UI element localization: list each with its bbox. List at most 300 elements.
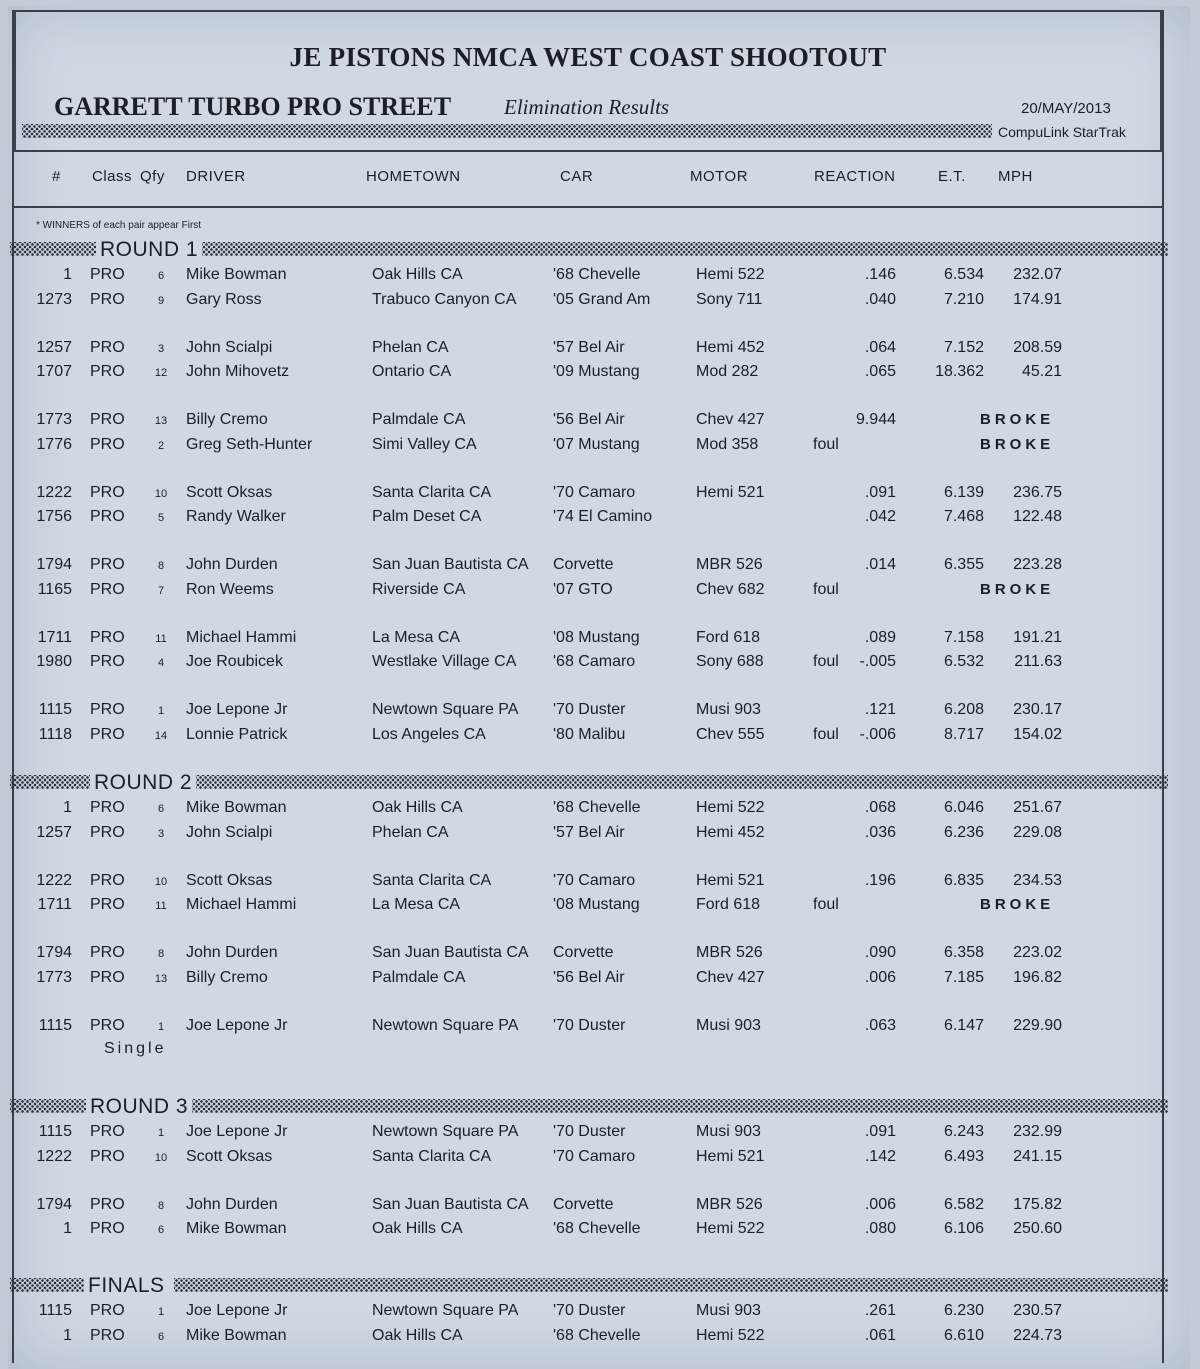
qualifying-position: 13 [154,972,168,985]
speed-mph: 122.48 [1013,508,1062,525]
motor-cell: Sony 688 [696,653,764,670]
qualifying-position: 6 [157,1330,165,1343]
hometown-cell: Trabuco Canyon CA [372,290,517,308]
car-cell: '08 Mustang [553,896,640,913]
qualifying-position: 14 [154,729,168,742]
qualifying-position: 10 [154,875,168,888]
elapsed-time: 6.236 [943,823,984,841]
car-number: 1118 [38,725,72,743]
qualifying-position: 6 [157,270,165,282]
elapsed-time: 6.582 [943,1195,984,1213]
qualifying-position: 1 [157,1306,165,1318]
speed-mph: 229.90 [1013,1016,1062,1034]
qualifying-position: 11 [155,900,167,912]
broke-status: BROKE [980,580,1055,598]
elapsed-time: 6.355 [943,556,984,573]
driver-name: Michael Hammi [186,628,297,646]
foul-flag: foul [813,725,839,743]
car-cell: '74 El Camino [553,508,653,525]
reaction-time: .036 [864,823,896,841]
elapsed-time: 8.717 [943,725,984,743]
round-header [8,771,1170,793]
hometown-cell: Palmdale CA [372,411,466,428]
header-rule-bottom [14,206,1162,208]
class-cell: PRO [90,290,125,308]
car-cell: '07 Mustang [553,435,640,453]
speed-mph: 154.02 [1013,725,1062,743]
driver-name: Joe Roubicek [186,653,283,670]
car-number: 1794 [36,556,72,573]
speed-mph: 174.91 [1013,290,1062,308]
motor-cell: Musi 903 [696,701,761,718]
class-cell: PRO [90,1123,125,1140]
table-row [8,409,1168,435]
table-row [8,361,1168,387]
class-cell: PRO [90,944,125,961]
elapsed-time: 7.468 [943,508,984,525]
table-row [8,1015,1168,1041]
col-header-num: # [52,168,61,185]
car-cell: '68 Chevelle [553,799,641,816]
reaction-time: .146 [864,266,896,283]
qualifying-position: 1 [157,705,165,717]
qualifying-position: 7 [157,584,165,597]
round-header [8,1274,1170,1296]
elapsed-time: 6.106 [943,1220,984,1237]
car-number: 1222 [36,1147,72,1165]
speed-mph: 45.21 [1021,363,1062,380]
hometown-cell: Oak Hills CA [372,1326,463,1344]
round-label: ROUND 3 [86,1095,192,1119]
car-cell: '09 Mustang [553,363,640,380]
table-row [8,894,1168,920]
table-row [8,651,1168,677]
car-cell: '70 Duster [553,1123,626,1140]
motor-cell: Hemi 522 [696,266,765,283]
table-row [8,822,1168,848]
col-header-car: CAR [560,168,594,185]
reaction-time: .089 [864,628,896,646]
driver-name: Joe Lepone Jr [186,1123,288,1140]
motor-cell: Hemi 522 [696,799,765,816]
car-cell: '68 Chevelle [553,1220,641,1237]
hometown-cell: San Juan Bautista CA [372,556,529,573]
dotted-divider [10,1278,84,1292]
qualifying-position: 10 [154,487,168,500]
qualifying-position: 12 [154,367,168,379]
reaction-time: .261 [864,1302,896,1319]
col-header-qfy: Qfy [140,168,165,185]
hometown-cell: Palm Deset CA [372,508,482,525]
car-cell: '70 Camaro [553,1147,636,1165]
foul-flag: foul [813,896,839,913]
motor-cell: MBR 526 [696,1195,763,1213]
round-label: FINALS [84,1274,169,1298]
broke-status: BROKE [980,411,1055,428]
car-number: 1165 [37,580,72,598]
class-cell: PRO [90,580,125,598]
table-row [8,264,1168,290]
elapsed-time: 6.046 [943,799,984,816]
car-cell: '08 Mustang [553,628,640,646]
car-number: 1776 [36,435,72,453]
reaction-time: 9.944 [855,411,896,428]
elapsed-time: 6.534 [943,266,984,283]
motor-cell: Musi 903 [696,1302,761,1319]
car-cell: '70 Duster [553,1302,626,1319]
motor-cell: Hemi 521 [696,871,765,889]
table-row [8,724,1168,750]
col-header-class: Class [92,168,133,185]
hometown-cell: San Juan Bautista CA [372,944,529,961]
dotted-divider [10,242,96,256]
table-row [8,1300,1168,1326]
driver-name: Michael Hammi [186,896,297,913]
elapsed-time: 6.243 [943,1123,984,1140]
elapsed-time: 7.152 [943,338,984,356]
car-cell: '07 GTO [553,580,613,598]
hometown-cell: Riverside CA [372,580,466,598]
table-row [8,699,1168,725]
table-row [8,967,1168,993]
class-cell: PRO [90,896,125,913]
qualifying-position: 1 [157,1127,165,1139]
car-cell: '56 Bel Air [553,411,625,428]
driver-name: Greg Seth-Hunter [186,435,313,453]
round-header [8,238,1170,260]
class-cell: PRO [90,628,125,646]
table-row [8,579,1168,605]
qualifying-position: 10 [154,1151,168,1164]
car-number: 1794 [36,1195,72,1213]
dotted-divider [10,775,90,789]
reaction-time: -.006 [859,725,896,743]
speed-mph: 211.63 [1014,653,1062,670]
motor-cell: Chev 427 [696,968,765,986]
speed-mph: 241.15 [1013,1147,1062,1165]
elapsed-time: 6.147 [943,1016,984,1034]
elapsed-time: 6.230 [943,1302,984,1319]
reaction-time: .006 [864,968,896,986]
table-row [8,1218,1168,1244]
speed-mph: 250.60 [1013,1220,1062,1237]
hometown-cell: Santa Clarita CA [372,483,492,501]
driver-name: Scott Oksas [186,1147,273,1165]
elapsed-time: 6.208 [943,701,984,718]
reaction-time: .068 [864,799,896,816]
class-cell: PRO [90,411,125,428]
reaction-time: .142 [864,1147,896,1165]
single-run-label: Single [104,1040,167,1057]
motor-cell: Mod 358 [696,435,759,453]
table-row [8,1325,1168,1351]
driver-name: Joe Lepone Jr [186,701,288,718]
car-number: 1257 [36,338,72,356]
reaction-time: .064 [864,338,896,356]
motor-cell: Ford 618 [696,628,761,646]
hometown-cell: Ontario CA [372,363,452,380]
reaction-time: .065 [864,363,896,380]
table-row [8,1194,1168,1220]
dotted-divider [174,1278,1168,1292]
qualifying-position: 5 [157,512,165,524]
col-header-reaction: REACTION [814,168,896,185]
elapsed-time: 6.835 [943,871,984,889]
reaction-time: .006 [864,1195,896,1213]
class-cell: PRO [90,1326,125,1344]
car-number: 1707 [36,363,72,380]
col-header-et: E.T. [938,168,966,185]
col-header-mph: MPH [998,168,1033,185]
table-row [8,554,1168,580]
event-title: JE PISTONS NMCA WEST COAST SHOOTOUT [289,42,887,72]
results-type: Elimination Results [504,95,670,119]
qualifying-position: 2 [157,439,165,452]
speed-mph: 234.53 [1013,871,1062,889]
elapsed-time: 6.532 [943,653,984,670]
motor-cell: Hemi 452 [696,823,765,841]
reaction-time: .090 [864,944,896,961]
car-cell: '57 Bel Air [553,338,625,356]
car-number: 1794 [36,944,72,961]
broke-status: BROKE [980,435,1055,453]
motor-cell: Chev 682 [696,580,765,598]
foul-flag: foul [813,653,839,670]
table-row [8,506,1168,532]
car-number: 1115 [38,1302,72,1319]
car-cell: Corvette [553,944,614,961]
car-number: 1222 [36,483,72,501]
elapsed-time: 18.362 [935,363,984,380]
car-cell: '05 Grand Am [553,290,651,308]
reaction-time: .080 [864,1220,896,1237]
motor-cell: MBR 526 [696,944,763,961]
speed-mph: 175.82 [1013,1195,1062,1213]
qualifying-position: 4 [157,657,165,669]
hometown-cell: Phelan CA [372,338,449,356]
reaction-time: -.005 [859,653,896,670]
driver-name: John Mihovetz [186,363,290,380]
elapsed-time: 7.185 [943,968,984,986]
car-number: 1773 [36,411,72,428]
class-cell: PRO [90,1016,125,1034]
hometown-cell: Santa Clarita CA [372,1147,492,1165]
hometown-cell: Oak Hills CA [372,799,463,816]
speed-mph: 191.21 [1013,628,1062,646]
table-row [8,942,1168,968]
driver-name: Joe Lepone Jr [186,1302,288,1319]
car-cell: '70 Duster [553,701,626,718]
motor-cell: Chev 555 [696,725,765,743]
title-box [14,10,1162,150]
driver-name: Billy Cremo [186,411,268,428]
car-number: 1257 [36,823,72,841]
qualifying-position: 3 [157,827,165,840]
class-cell: PRO [90,701,125,718]
class-title: GARRETT TURBO PRO STREET [54,92,452,121]
hometown-cell: La Mesa CA [372,628,461,646]
driver-name: Billy Cremo [186,968,268,986]
reaction-time: .091 [864,483,896,501]
car-number: 1273 [36,290,72,308]
hometown-cell: Santa Clarita CA [372,871,492,889]
motor-cell: Sony 711 [696,290,763,308]
dotted-divider [199,242,1168,256]
hometown-cell: San Juan Bautista CA [372,1195,529,1213]
driver-name: John Durden [186,556,278,573]
hometown-cell: Palmdale CA [372,968,466,986]
car-number: 1756 [36,508,72,525]
car-cell: '68 Camaro [553,653,636,670]
elapsed-time: 6.610 [943,1326,984,1344]
timing-software: CompuLink StarTrak [998,124,1126,140]
hometown-cell: Oak Hills CA [372,1220,463,1237]
car-cell: Corvette [553,1195,614,1213]
class-cell: PRO [90,799,125,816]
col-header-motor: MOTOR [690,168,749,185]
col-header-driver: DRIVER [186,168,246,185]
reaction-time: .042 [864,508,896,525]
foul-flag: foul [813,435,839,453]
motor-cell: Hemi 452 [696,338,765,356]
motor-cell: Musi 903 [696,1123,761,1140]
class-cell: PRO [90,968,125,986]
reaction-time: .091 [864,1123,896,1140]
speed-mph: 251.67 [1013,799,1062,816]
hometown-cell: Newtown Square PA [372,701,519,718]
table-row [8,1146,1168,1172]
table-row [8,289,1168,315]
elapsed-time: 7.210 [943,290,984,308]
speed-mph: 232.99 [1013,1123,1062,1140]
speed-mph: 196.82 [1013,968,1062,986]
car-cell: '70 Camaro [553,871,636,889]
hometown-cell: Newtown Square PA [372,1302,519,1319]
car-number: 1115 [38,701,72,718]
speed-mph: 229.08 [1013,823,1062,841]
qualifying-position: 8 [157,1199,165,1212]
dotted-divider [22,124,992,138]
qualifying-position: 1 [157,1020,165,1033]
car-number: 1 [63,1326,72,1344]
class-cell: PRO [90,266,125,283]
driver-name: Joe Lepone Jr [186,1016,288,1034]
motor-cell: Hemi 521 [696,1147,765,1165]
driver-name: Ron Weems [186,580,274,598]
class-cell: PRO [90,338,125,356]
reaction-time: .121 [864,701,896,718]
qualifying-position: 11 [155,632,167,645]
driver-name: Mike Bowman [186,1326,287,1344]
class-cell: PRO [90,508,125,525]
table-row [8,434,1168,460]
dotted-divider [10,1099,86,1113]
motor-cell: Mod 282 [696,363,759,380]
table-row [8,627,1168,653]
speed-mph: 232.07 [1013,266,1062,283]
car-cell: '80 Malibu [553,725,626,743]
motor-cell: Chev 427 [696,411,765,428]
car-number: 1 [63,266,72,283]
speed-mph: 236.75 [1013,483,1062,501]
table-row [8,337,1168,363]
driver-name: Lonnie Patrick [186,725,288,743]
hometown-cell: Los Angeles CA [372,725,486,743]
driver-name: John Durden [186,944,278,961]
driver-name: John Scialpi [186,823,273,841]
class-cell: PRO [90,363,125,380]
car-cell: '70 Duster [553,1016,626,1034]
reaction-time: .061 [864,1326,896,1344]
car-number: 1711 [37,628,72,646]
driver-name: Gary Ross [186,290,262,308]
class-cell: PRO [90,871,125,889]
speed-mph: 230.57 [1013,1302,1062,1319]
motor-cell: Hemi 521 [696,483,765,501]
driver-name: John Durden [186,1195,278,1213]
speed-mph: 208.59 [1013,338,1062,356]
car-number: 1773 [36,968,72,986]
reaction-time: .014 [864,556,896,573]
qualifying-position: 8 [157,948,165,960]
reaction-time: .063 [864,1016,896,1034]
round-header [8,1095,1170,1117]
class-cell: PRO [90,725,125,743]
car-number: 1222 [36,871,72,889]
results-sheet [8,6,1190,1369]
qualifying-position: 6 [157,1224,165,1236]
elapsed-time: 6.358 [943,944,984,961]
car-cell: '68 Chevelle [553,1326,641,1344]
speed-mph: 223.28 [1013,556,1062,573]
class-cell: PRO [90,823,125,841]
class-cell: PRO [90,1302,125,1319]
qualifying-position: 8 [157,560,165,572]
col-header-hometown: HOMETOWN [366,168,461,185]
table-row [8,870,1168,896]
car-number: 1980 [36,653,72,670]
car-cell: Corvette [553,556,614,573]
qualifying-position: 13 [154,415,168,427]
hometown-cell: Oak Hills CA [372,266,463,283]
driver-name: Scott Oksas [186,871,273,889]
class-cell: PRO [90,435,125,453]
driver-name: Mike Bowman [186,1220,287,1237]
table-row [8,482,1168,508]
class-cell: PRO [90,483,125,501]
class-cell: PRO [90,1147,125,1165]
motor-cell: Musi 903 [696,1016,761,1034]
car-number: 1 [63,799,72,816]
class-cell: PRO [90,1220,125,1237]
class-cell: PRO [90,556,125,573]
speed-mph: 230.17 [1013,701,1062,718]
qualifying-position: 9 [157,294,165,307]
reaction-time: .196 [864,871,896,889]
hometown-cell: Phelan CA [372,823,449,841]
car-cell: '57 Bel Air [553,823,625,841]
hometown-cell: Newtown Square PA [372,1016,519,1034]
motor-cell: Hemi 522 [696,1220,765,1237]
speed-mph: 223.02 [1013,944,1062,961]
elapsed-time: 6.493 [943,1147,984,1165]
broke-status: BROKE [980,896,1055,913]
qualifying-position: 6 [157,803,165,815]
hometown-cell: Newtown Square PA [372,1123,519,1140]
speed-mph: 224.73 [1013,1326,1062,1344]
class-cell: PRO [90,653,125,670]
winners-note: * WINNERS of each pair appear First [36,220,202,231]
